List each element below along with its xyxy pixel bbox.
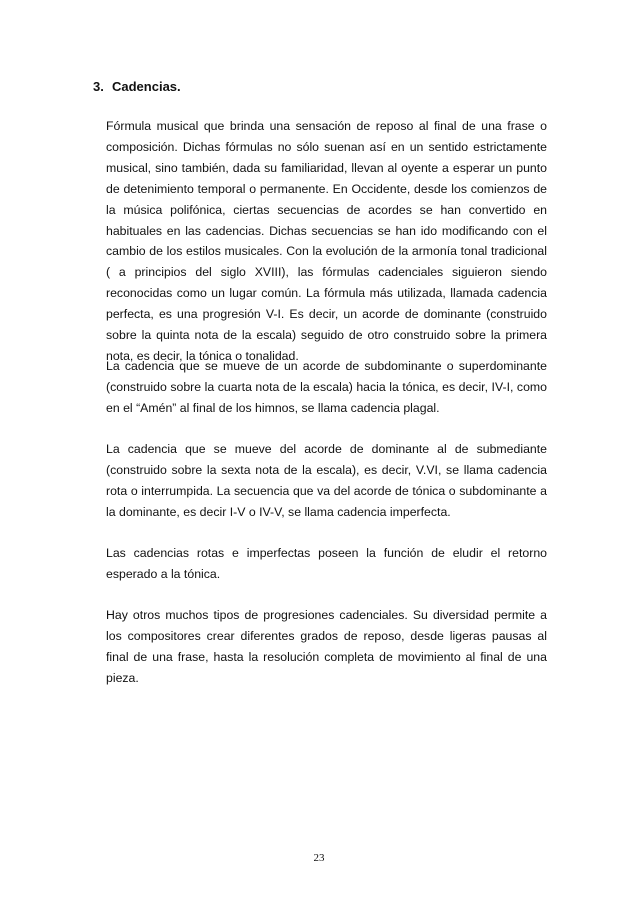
paragraph-other-progressions: Hay otros muchos tipos de progresiones cadenciales. Su diversidad permite a los compositores crear diferentes grados de reposo, desde ligeras pausas al final de una frase, hasta la resolución completa de movimiento al final de una pieza. — [106, 608, 547, 685]
section-heading — [93, 79, 181, 94]
section-title: Cadencias. — [112, 79, 181, 94]
paragraph-cadence-function: Las cadencias rotas e imperfectas poseen la función de eludir el retorno esperado a la tónica. — [106, 546, 547, 581]
section-number: 3. — [93, 79, 104, 94]
paragraph-interrupted-cadence: La cadencia que se mueve del acorde de dominante al de submediante (construido sobre la sexta nota de la escala), es decir, V.VI, se llama cadencia rota o interrumpida. La secuencia que va del acorde de tónica o subdominante a la dominante, es decir I-V o IV-V, se llama cadencia imperfecta. — [106, 442, 547, 519]
page-number: 23 — [313, 852, 325, 864]
paragraph-definition: Fórmula musical que brinda una sensación de reposo al final de una frase o composición. Dichas fórmulas no sólo suenan así en un sentido estrictamente musical, sino también, dada su familiaridad, llevan al oyente a esperar un punto de detenimiento temporal o permanente. En Occidente, desde los comienzos de la música polifónica, ciertas secuencias de acordes se han convertido en habituales en las cadencias. Dichas secuencias se han ido modificando con el cambio de los estilos musicales. Con la evolución de la armonía tonal tradicional ( a principios del siglo XVIII), las fórmulas cadenciales siguieron siendo reconocidas como un lugar común. La fórmula más utilizada, llamada cadencia perfecta, es una progresión V-I. Es decir, un acorde de dominante (construido sobre la quinta nota de la escala) seguido de otro construido sobre la primera nota, es decir, la tónica o tonalidad. — [106, 119, 547, 363]
paragraph-plagal-cadence: La cadencia que se mueve de un acorde de subdominante o superdominante (construido sobre la cuarta nota de la escala) hacia la tónica, es decir, IV-I, como en el “Amén” al final de los himnos, se llama cadencia plagal. — [106, 359, 547, 415]
